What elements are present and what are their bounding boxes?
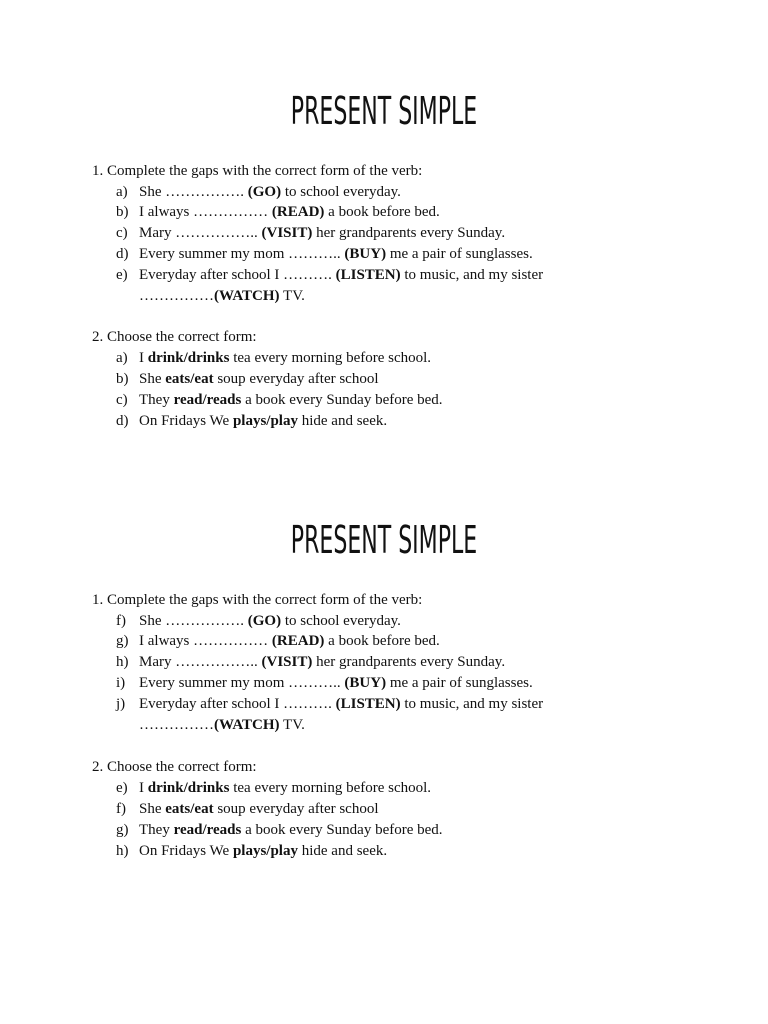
item-letter: g) xyxy=(116,633,129,649)
item-text: She eats/eat soup everyday after school xyxy=(139,371,379,387)
item-text: I always …………… (READ) a book before bed. xyxy=(139,633,440,649)
question-1-heading: 1. Complete the gaps with the correct form of the verb: xyxy=(92,592,423,608)
item-letter: f) xyxy=(116,801,126,817)
item-text: Everyday after school I ………. (LISTEN) to music, and my sister xyxy=(139,696,544,712)
verb-hint: (WATCH) xyxy=(214,717,280,733)
item-text: I always …………… (READ) a book before bed. xyxy=(139,204,440,220)
item-text: Mary …………….. (VISIT) her grandparents every Sunday. xyxy=(139,225,506,241)
item-letter: a) xyxy=(116,350,128,366)
item-continuation: ……………(WATCH) TV. xyxy=(139,288,305,304)
verb-hint: (VISIT) xyxy=(261,225,313,241)
question-1-heading: 1. Complete the gaps with the correct form of the verb: xyxy=(92,163,423,179)
item-letter: d) xyxy=(116,413,129,429)
item-letter: e) xyxy=(116,780,128,796)
item-text: They read/reads a book every Sunday before bed. xyxy=(139,392,443,408)
verb-hint: (VISIT) xyxy=(261,654,313,670)
page-title: PRESENT SIMPLE xyxy=(290,518,478,562)
item-text: Every summer my mom ……….. (BUY) me a pair of sunglasses. xyxy=(139,675,533,691)
verb-hint: (READ) xyxy=(271,204,325,220)
item-letter: h) xyxy=(116,654,129,670)
verb-hint: (BUY) xyxy=(344,246,387,262)
item-text: They read/reads a book every Sunday before bed. xyxy=(139,822,443,838)
item-text: Every summer my mom ……….. (BUY) me a pair of sunglasses. xyxy=(139,246,533,262)
item-letter: g) xyxy=(116,822,129,838)
question-2-heading: 2. Choose the correct form: xyxy=(92,329,257,345)
item-letter: a) xyxy=(116,184,128,200)
verb-hint: (READ) xyxy=(271,633,325,649)
item-letter: d) xyxy=(116,246,129,262)
item-text: I drink/drinks tea every morning before school. xyxy=(139,780,432,796)
verb-hint: (WATCH) xyxy=(214,288,280,304)
verb-hint: (LISTEN) xyxy=(335,267,401,283)
choice-options: plays/play xyxy=(232,413,298,429)
item-text: She ……………. (GO) to school everyday. xyxy=(139,184,401,200)
choice-options: read/reads xyxy=(173,822,242,838)
verb-hint: (BUY) xyxy=(344,675,387,691)
item-continuation: ……………(WATCH) TV. xyxy=(139,717,305,733)
item-letter: c) xyxy=(116,392,128,408)
item-text: Mary …………….. (VISIT) her grandparents every Sunday. xyxy=(139,654,506,670)
item-text: On Fridays We plays/play hide and seek. xyxy=(139,843,388,859)
item-text: I drink/drinks tea every morning before school. xyxy=(139,350,432,366)
item-letter: c) xyxy=(116,225,128,241)
item-letter: f) xyxy=(116,613,126,629)
choice-options: read/reads xyxy=(173,392,242,408)
item-letter: e) xyxy=(116,267,128,283)
item-letter: i) xyxy=(116,675,126,691)
verb-hint: (GO) xyxy=(247,613,282,629)
page-title: PRESENT SIMPLE xyxy=(290,89,478,133)
item-text: She eats/eat soup everyday after school xyxy=(139,801,379,817)
question-2-heading: 2. Choose the correct form: xyxy=(92,759,257,775)
item-letter: h) xyxy=(116,843,129,859)
item-text: She ……………. (GO) to school everyday. xyxy=(139,613,401,629)
choice-options: eats/eat xyxy=(165,801,214,817)
choice-options: drink/drinks xyxy=(147,780,230,796)
item-text: Everyday after school I ………. (LISTEN) to music, and my sister xyxy=(139,267,544,283)
verb-hint: (GO) xyxy=(247,184,282,200)
choice-options: plays/play xyxy=(232,843,298,859)
item-letter: j) xyxy=(116,696,126,712)
item-text: On Fridays We plays/play hide and seek. xyxy=(139,413,388,429)
item-letter: b) xyxy=(116,204,129,220)
item-letter: b) xyxy=(116,371,129,387)
verb-hint: (LISTEN) xyxy=(335,696,401,712)
choice-options: eats/eat xyxy=(165,371,214,387)
choice-options: drink/drinks xyxy=(147,350,230,366)
